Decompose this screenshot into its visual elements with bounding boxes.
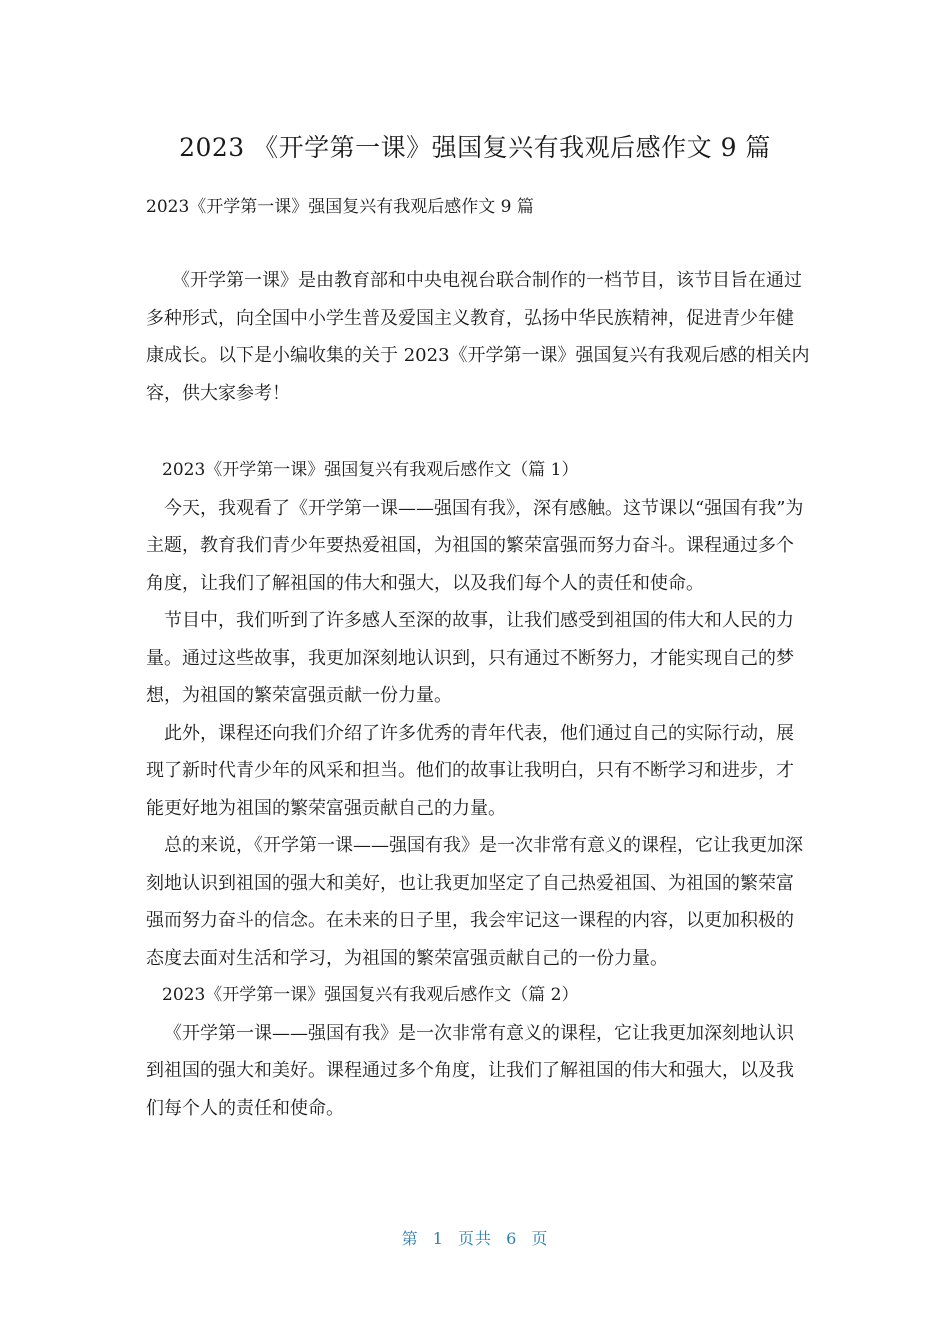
intro-paragraph: 《开学第一课》是由教育部和中央电视台联合制作的一档节目，该节目旨在通过多种形式，向全国中小学生普及爱国主义教育，弘扬中华民族精神，促进青少年健康成长。以下是小编收集的关于 2023《开学第一课》强国复兴有我观后感的相关内容，供大家参考！ <box>146 270 810 404</box>
paragraph: 此外，课程还向我们介绍了许多优秀的青年代表，他们通过自己的实际行动，展现了新时代青少年的风采和担当。他们的故事让我明白，只有不断学习和进步，才能更好地为祖国的繁荣富强贡献自己的力量。 <box>146 722 794 819</box>
article-body <box>146 452 810 1127</box>
section-heading-2: 2023《开学第一课》强国复兴有我观后感作文（篇 2） <box>162 985 579 1005</box>
paragraph: 节目中，我们听到了许多感人至深的故事，让我们感受到祖国的伟大和人民的力量。通过这些故事，我更加深刻地认识到，只有通过不断努力，才能实现自己的梦想，为祖国的繁荣富强贡献一份力量。 <box>146 610 794 706</box>
section-heading-1: 2023《开学第一课》强国复兴有我观后感作文（篇 1） <box>162 460 579 480</box>
document-subtitle: 2023《开学第一课》强国复兴有我观后感作文 9 篇 <box>146 197 534 217</box>
intro-block <box>146 262 810 412</box>
document-title: 2023 《开学第一课》强国复兴有我观后感作文 9 篇 <box>179 133 771 162</box>
paragraph: 总的来说，《开学第一课——强国有我》是一次非常有意义的课程，它让我更加深刻地认识到祖国的强大和美好，也让我更加坚定了自己热爱祖国、为祖国的繁荣富强而努力奋斗的信念。在未来的日子里，我会牢记这一课程的内容，以更加积极的态度去面对生活和学习，为祖国的繁荣富强贡献自己的一份力量。 <box>146 835 803 969</box>
page-number-footer: 第 1 页共 6 页 <box>401 1229 549 1248</box>
paragraph: 《开学第一课——强国有我》是一次非常有意义的课程，它让我更加深刻地认识到祖国的强大和美好。课程通过多个角度，让我们了解祖国的伟大和强大，以及我们每个人的责任和使命。 <box>146 1022 794 1119</box>
paragraph: 今天，我观看了《开学第一课——强国有我》，深有感触。这节课以“强国有我”为主题，教育我们青少年要热爱祖国，为祖国的繁荣富强而努力奋斗。课程通过多个角度，让我们了解祖国的伟大和强大，以及我们每个人的责任和使命。 <box>146 497 804 594</box>
